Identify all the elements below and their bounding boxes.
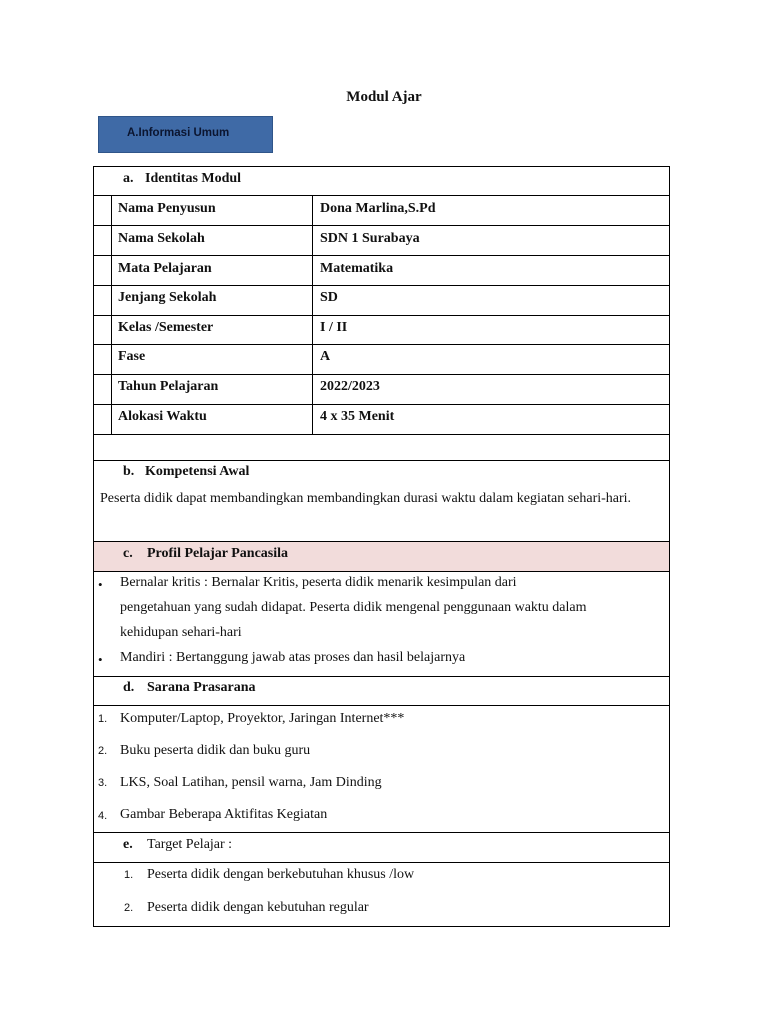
section-b-letter: b. xyxy=(123,464,135,479)
document-title: Modul Ajar xyxy=(346,89,422,105)
bullet-icon: • xyxy=(98,652,103,667)
list-item-text: Komputer/Laptop, Proyektor, Jaringan Internet*** xyxy=(120,711,405,726)
row-value: SD xyxy=(320,290,338,305)
list-item-line: Bernalar kritis : Bernalar Kritis, peserta didik menarik kesimpulan dari xyxy=(120,575,517,590)
section-b-heading: Kompetensi Awal xyxy=(145,464,250,479)
row-value: 2022/2023 xyxy=(320,379,380,394)
row-value: I / II xyxy=(320,320,348,335)
list-item-text: Gambar Beberapa Aktifitas Kegiatan xyxy=(120,807,328,822)
row-label: Jenjang Sekolah xyxy=(118,290,217,305)
row-value: 4 x 35 Menit xyxy=(320,409,395,424)
section-banner-label: A.Informasi Umum xyxy=(127,127,230,139)
list-item-text: Buku peserta didik dan buku guru xyxy=(120,743,311,758)
section-a-heading: Identitas Modul xyxy=(145,171,242,186)
row-label: Mata Pelajaran xyxy=(118,261,212,276)
list-item-text: LKS, Soal Latihan, pensil warna, Jam Dinding xyxy=(120,775,382,790)
section-banner xyxy=(98,116,273,153)
list-number: 3. xyxy=(98,777,108,789)
section-a-letter: a. xyxy=(123,171,134,186)
kompetensi-text: Peserta didik dapat membandingkan membandingkan durasi waktu dalam kegiatan sehari-hari. xyxy=(100,491,632,506)
list-item-line: kehidupan sehari-hari xyxy=(120,625,242,640)
bullet-icon: • xyxy=(98,577,103,592)
list-item-text: Peserta didik dengan kebutuhan regular xyxy=(147,900,369,915)
row-value: Matematika xyxy=(320,261,394,276)
row-label: Alokasi Waktu xyxy=(118,409,207,424)
row-value: SDN 1 Surabaya xyxy=(320,231,420,246)
list-number: 1. xyxy=(124,869,134,881)
list-number: 2. xyxy=(124,902,134,914)
row-value: Dona Marlina,S.Pd xyxy=(320,201,436,216)
row-label: Kelas /Semester xyxy=(118,320,214,335)
list-number: 4. xyxy=(98,810,108,822)
section-d-letter: d. xyxy=(123,680,135,695)
section-e-letter: e. xyxy=(123,837,133,852)
row-label: Tahun Pelajaran xyxy=(118,379,219,394)
row-label: Nama Sekolah xyxy=(118,231,205,246)
list-number: 2. xyxy=(98,745,108,757)
list-item-line: pengetahuan yang sudah didapat. Peserta didik mengenal penggunaan waktu dalam xyxy=(120,600,587,615)
section-e-heading: Target Pelajar : xyxy=(147,837,233,852)
row-label: Fase xyxy=(118,349,146,364)
section-d-heading: Sarana Prasarana xyxy=(147,680,256,695)
list-item-line: Mandiri : Bertanggung jawab atas proses dan hasil belajarnya xyxy=(120,650,466,665)
list-item-text: Peserta didik dengan berkebutuhan khusus /low xyxy=(147,867,415,882)
section-c-letter: c. xyxy=(123,546,133,561)
list-number: 1. xyxy=(98,713,108,725)
row-label: Nama Penyusun xyxy=(118,201,216,216)
row-value: A xyxy=(320,349,331,364)
section-c-heading: Profil Pelajar Pancasila xyxy=(147,546,289,561)
